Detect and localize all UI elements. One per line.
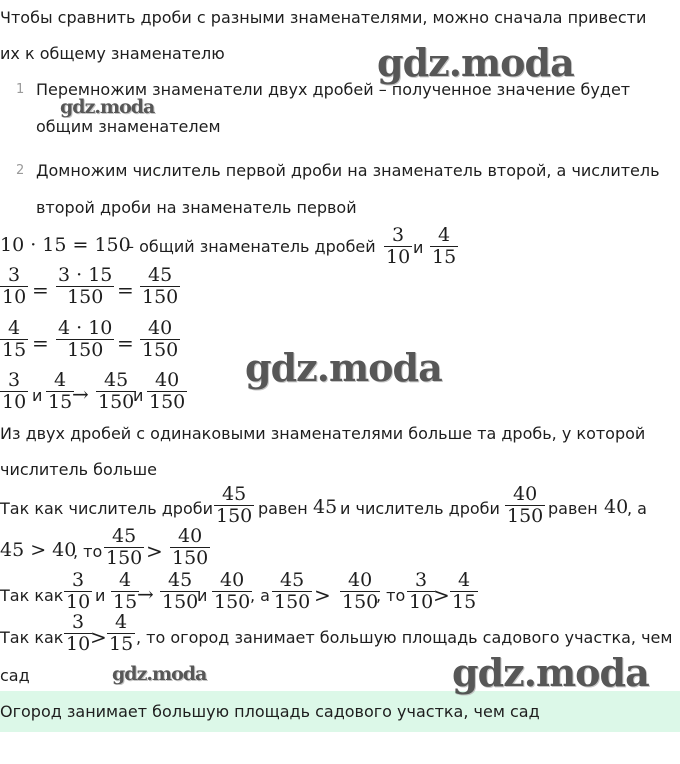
fraction: 4 · 10 150 [58, 317, 113, 361]
conclusion-text: , то огород занимает большую площадь садового участка, чем [136, 628, 673, 647]
fraction: 4 15 [109, 611, 134, 655]
answer-box [0, 691, 680, 732]
fraction: 3 10 [66, 611, 91, 655]
equals-word: равен [548, 499, 598, 518]
fraction: 45 150 [142, 264, 179, 308]
fraction: 40 150 [507, 483, 544, 527]
greater-sign: > [90, 625, 107, 649]
fraction: 4 15 [113, 569, 138, 613]
equals-sign: = [32, 331, 49, 355]
fraction: 45 150 [216, 483, 253, 527]
fraction: 45 150 [162, 569, 199, 613]
watermark-logo: gdz.moda [452, 650, 649, 695]
conclusion-prefix: Так как [0, 628, 64, 647]
equals-sign: = [117, 278, 134, 302]
common-denominator-expr: 10 · 15 = 150 [0, 234, 131, 256]
numerator-value: 40 [604, 496, 629, 518]
fraction: 3 10 [66, 569, 91, 613]
fraction: 40 150 [149, 369, 186, 413]
watermark-logo: gdz.moda [60, 96, 155, 118]
and-word: и [133, 386, 144, 405]
fraction: 3 · 15 150 [58, 264, 113, 308]
and-word: и [95, 586, 106, 605]
and-word: и [32, 386, 43, 405]
greater-sign: > [433, 583, 450, 607]
fraction: 3 10 [409, 569, 434, 613]
fraction: 4 15 [452, 569, 477, 613]
comma-a: , а [250, 586, 270, 605]
conclusion-line-2: сад [0, 666, 30, 685]
answer-text: Огород занимает большую площадь садового участка, чем сад [0, 702, 540, 721]
step-2-line-1: Домножим числитель первой дроби на знаменатель второй, а числитель [36, 161, 660, 180]
fraction: 40 150 [172, 525, 209, 569]
numerator-value: 45 [313, 496, 338, 518]
step-number: 2 [16, 163, 25, 178]
fraction: 45 150 [106, 525, 143, 569]
arrow-icon: → [137, 582, 154, 606]
fraction: 3 10 [2, 369, 27, 413]
watermark-logo: gdz.moda [377, 40, 574, 85]
equals-sign: = [32, 278, 49, 302]
intro-line-1: Чтобы сравнить дроби с разными знаменателями, можно сначала привести [0, 8, 647, 27]
fraction: 40 150 [214, 569, 251, 613]
fraction: 40 150 [142, 317, 179, 361]
equals-word: равен [258, 499, 308, 518]
equals-sign: = [117, 331, 134, 355]
rule-line-2: числитель больше [0, 460, 157, 479]
numerators-tail: , а [627, 499, 647, 518]
fraction: 45 150 [98, 369, 135, 413]
step-number: 1 [16, 82, 25, 97]
fraction: 4 15 [48, 369, 73, 413]
numerators-prefix: Так как числитель дроби [0, 499, 213, 518]
compare-so: , то [73, 542, 103, 561]
and-word: и [413, 238, 424, 257]
step-1-line-1: Перемножим знаменатели двух дробей – полученное значение будет [36, 80, 631, 99]
compare-expr: 45 > 40 [0, 539, 77, 561]
comma-then: , то [376, 586, 406, 605]
step-2-line-2: второй дроби на знаменатель первой [36, 198, 357, 217]
intro-line-2: их к общему знаменателю [0, 44, 225, 63]
watermark-logo: gdz.moda [245, 345, 442, 390]
fraction: 4 15 [2, 317, 27, 361]
step-1-line-2: общим знаменателем [36, 117, 221, 136]
since-prefix: Так как [0, 586, 64, 605]
greater-sign: > [314, 583, 331, 607]
numerators-mid: и числитель дроби [340, 499, 500, 518]
fraction: 4 15 [432, 224, 457, 268]
rule-line-1: Из двух дробей с одинаковыми знаменателями больше та дробь, у которой [0, 424, 646, 443]
arrow-icon: → [72, 382, 89, 406]
fraction: 3 10 [386, 224, 411, 268]
watermark-logo: gdz.moda [112, 663, 207, 685]
fraction: 45 150 [274, 569, 311, 613]
fraction: 40 150 [342, 569, 379, 613]
common-denominator-text: – общий знаменатель дробей [126, 237, 376, 256]
fraction: 3 10 [2, 264, 27, 308]
greater-sign: > [146, 539, 163, 563]
and-word: и [197, 586, 208, 605]
